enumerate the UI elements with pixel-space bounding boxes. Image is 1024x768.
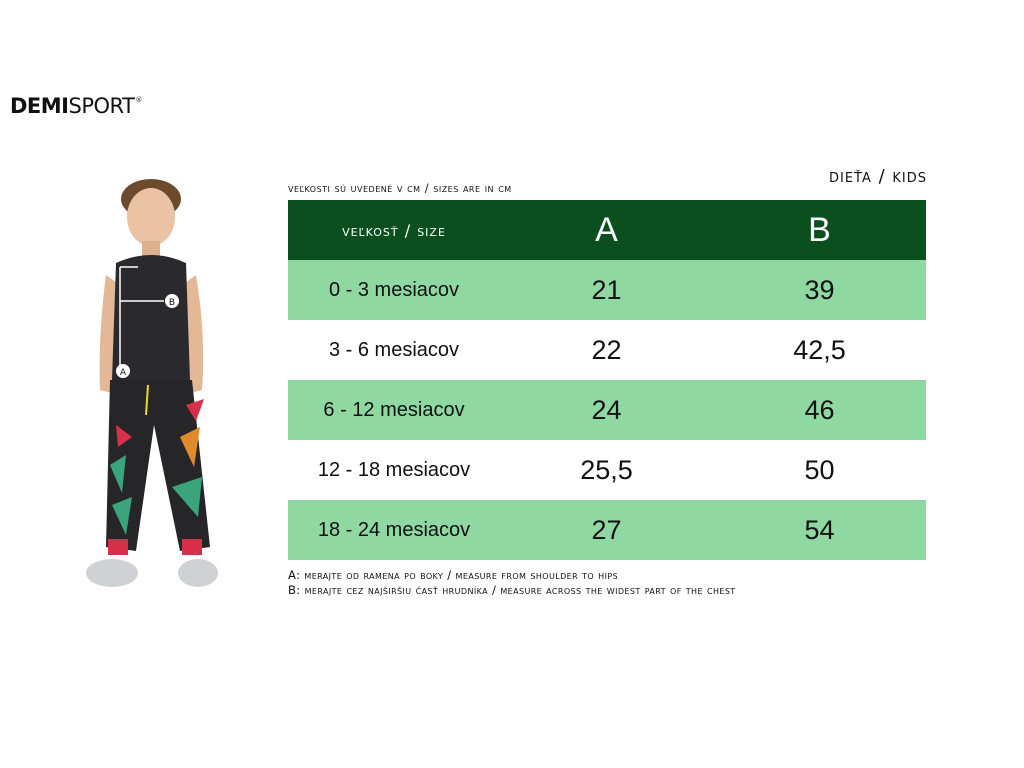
measurement-notes — [288, 568, 736, 598]
column-header-a: A — [500, 200, 713, 260]
logo-text-sport: SPORT — [68, 94, 135, 118]
marker-b-label: B — [168, 298, 176, 308]
right-sock-shape — [182, 539, 202, 555]
table-row — [288, 320, 926, 380]
measure-a-cell: 27 — [500, 500, 713, 560]
table-row — [288, 260, 926, 320]
column-header-b: B — [713, 200, 926, 260]
measure-a-cell: 21 — [500, 260, 713, 320]
table-row — [288, 500, 926, 560]
marker-a-label: A — [119, 368, 127, 378]
note-b: B: merajte cez najširšiu časť hrudníka / measure across the widest part of the chest — [288, 583, 736, 597]
column-header-size: veľkosť / size — [288, 200, 500, 260]
table-header-row — [288, 200, 926, 260]
note-a: A: merajte od ramena po boky / measure from shoulder to hips — [288, 568, 619, 582]
left-sock-shape — [108, 539, 128, 555]
head-shape — [127, 188, 175, 246]
measure-b-cell: 42,5 — [793, 334, 846, 365]
size-cell: 12 - 18 mesiacov — [317, 458, 471, 481]
table-row — [288, 380, 926, 440]
measure-a-cell: 22 — [591, 334, 622, 365]
category-label: dieťa / kids — [828, 166, 927, 187]
measure-b-cell: 50 — [804, 454, 835, 485]
size-cell: 0 - 3 mesiacov — [288, 260, 500, 320]
measure-a-cell: 24 — [500, 380, 713, 440]
measure-b-cell: 39 — [713, 260, 926, 320]
size-table — [288, 200, 926, 560]
demisport-logo — [10, 94, 142, 118]
size-cell: 18 - 24 mesiacov — [288, 500, 500, 560]
left-shoe-shape — [86, 559, 138, 587]
child-model-figure — [76, 175, 236, 595]
table-row — [288, 440, 926, 500]
units-note: veľkosti sú uvedené v cm / sizes are in cm — [288, 181, 512, 195]
measure-b-cell: 46 — [713, 380, 926, 440]
right-shoe-shape — [178, 559, 218, 587]
logo-registered-mark: ® — [135, 96, 142, 104]
size-cell: 6 - 12 mesiacov — [288, 380, 500, 440]
measure-b-cell: 54 — [713, 500, 926, 560]
size-cell: 3 - 6 mesiacov — [328, 338, 460, 361]
measure-a-cell: 25,5 — [580, 454, 633, 485]
logo-text-demi: DEMI — [10, 94, 69, 118]
